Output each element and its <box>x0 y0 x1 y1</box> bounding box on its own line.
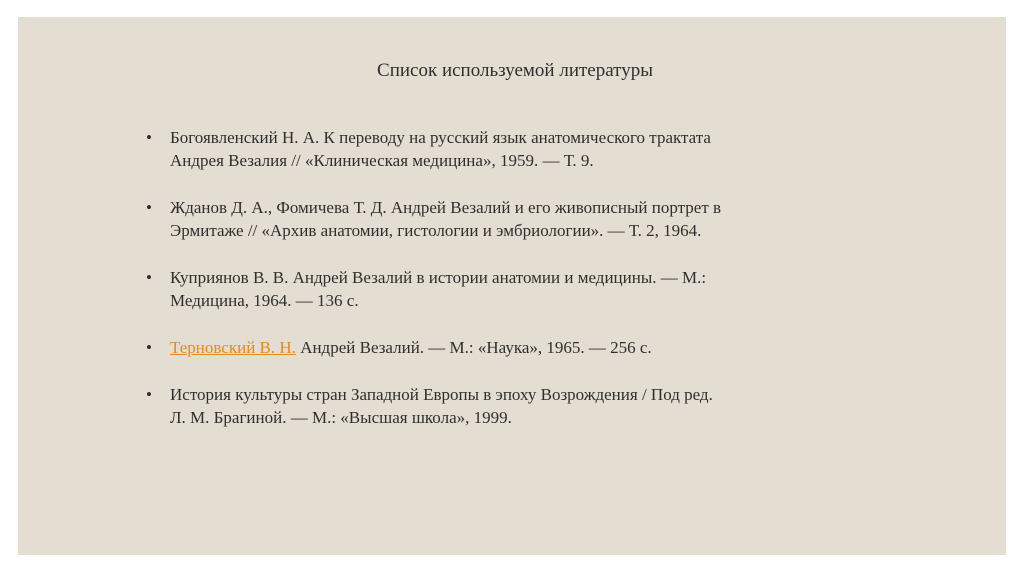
reference-item <box>143 196 843 242</box>
reference-item <box>143 336 843 359</box>
reference-list <box>143 126 843 453</box>
bullet-icon: • <box>146 268 152 287</box>
reference-text-line: Эрмитаже // «Архив анатомии, гистологии и эмбриологии». — Т. 2, 1964. <box>170 221 702 240</box>
bullet-icon: • <box>146 338 152 357</box>
bullet-icon: • <box>146 385 152 404</box>
reference-text-line: Богоявленский Н. А. К переводу на русский язык анатомического трактата <box>170 128 711 147</box>
reference-item <box>143 383 843 429</box>
slide-title: Список используемой литературы <box>377 60 653 81</box>
slide <box>18 17 1006 555</box>
bullet-icon: • <box>146 128 152 147</box>
reference-text-line: Андрея Везалия // «Клиническая медицина», 1959. — Т. 9. <box>170 151 594 170</box>
reference-text: Андрей Везалий. — М.: «Наука», 1965. — 256 с. <box>295 338 652 357</box>
reference-item <box>143 266 843 312</box>
reference-text-line: Л. М. Брагиной. — М.: «Высшая школа», 1999. <box>170 408 512 427</box>
bullet-icon: • <box>146 198 152 217</box>
reference-text-line: Медицина, 1964. — 136 с. <box>170 291 359 310</box>
reference-text-line: История культуры стран Западной Европы в эпоху Возрождения / Под ред. <box>170 385 713 404</box>
reference-text-line <box>170 336 843 359</box>
reference-item <box>143 126 843 172</box>
author-link[interactable]: Терновский В. Н. <box>170 338 296 357</box>
reference-text-line: Куприянов В. В. Андрей Везалий в истории анатомии и медицины. — М.: <box>170 268 707 287</box>
reference-text-line: Жданов Д. А., Фомичева Т. Д. Андрей Везалий и его живописный портрет в <box>170 198 722 217</box>
